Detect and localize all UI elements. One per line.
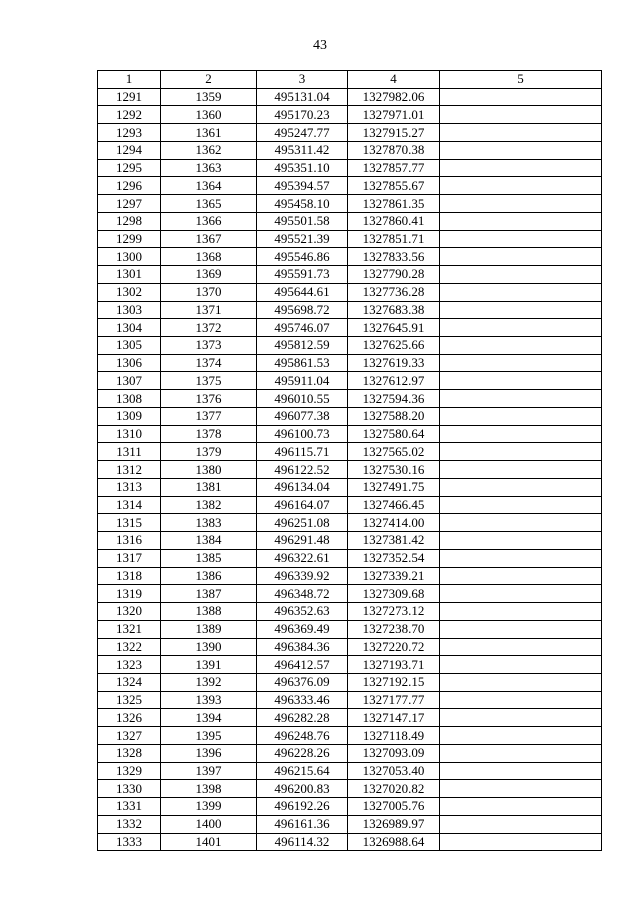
note-cell: [440, 833, 602, 851]
note-cell: [440, 372, 602, 390]
x-coordinate-cell: 495458.10: [257, 195, 348, 213]
x-coordinate-cell: 496122.52: [257, 461, 348, 479]
y-coordinate-cell: 1327625.66: [348, 337, 440, 355]
point-number-cell: 1368: [161, 248, 257, 266]
point-number-cell: 1381: [161, 478, 257, 496]
row-number-cell: 1315: [98, 514, 161, 532]
note-cell: [440, 496, 602, 514]
y-coordinate-cell: 1327565.02: [348, 443, 440, 461]
row-number-cell: 1297: [98, 195, 161, 213]
note-cell: [440, 106, 602, 124]
note-cell: [440, 425, 602, 443]
x-coordinate-cell: 496369.49: [257, 620, 348, 638]
row-number-cell: 1304: [98, 319, 161, 337]
note-cell: [440, 461, 602, 479]
row-number-cell: 1329: [98, 762, 161, 780]
table-row: [98, 212, 602, 230]
row-number-cell: 1300: [98, 248, 161, 266]
point-number-cell: 1398: [161, 780, 257, 798]
y-coordinate-cell: 1327177.77: [348, 691, 440, 709]
point-number-cell: 1393: [161, 691, 257, 709]
x-coordinate-cell: 496164.07: [257, 496, 348, 514]
row-number-cell: 1323: [98, 656, 161, 674]
table-body: [98, 88, 602, 851]
row-number-cell: 1291: [98, 88, 161, 106]
point-number-cell: 1389: [161, 620, 257, 638]
column-header-2: 2: [161, 71, 257, 89]
table-row: [98, 266, 602, 284]
note-cell: [440, 177, 602, 195]
table-row: [98, 88, 602, 106]
x-coordinate-cell: 495911.04: [257, 372, 348, 390]
point-number-cell: 1366: [161, 212, 257, 230]
point-number-cell: 1394: [161, 709, 257, 727]
x-coordinate-cell: 495501.58: [257, 212, 348, 230]
x-coordinate-cell: 495521.39: [257, 230, 348, 248]
note-cell: [440, 390, 602, 408]
page-number: 43: [313, 38, 327, 53]
x-coordinate-cell: 495812.59: [257, 337, 348, 355]
y-coordinate-cell: 1327833.56: [348, 248, 440, 266]
row-number-cell: 1312: [98, 461, 161, 479]
table-row: [98, 620, 602, 638]
y-coordinate-cell: 1327192.15: [348, 673, 440, 691]
note-cell: [440, 532, 602, 550]
point-number-cell: 1388: [161, 603, 257, 621]
row-number-cell: 1298: [98, 212, 161, 230]
note-cell: [440, 141, 602, 159]
point-number-cell: 1384: [161, 532, 257, 550]
point-number-cell: 1376: [161, 390, 257, 408]
point-number-cell: 1391: [161, 656, 257, 674]
point-number-cell: 1382: [161, 496, 257, 514]
y-coordinate-cell: 1327971.01: [348, 106, 440, 124]
table-row: [98, 798, 602, 816]
x-coordinate-cell: 495546.86: [257, 248, 348, 266]
row-number-cell: 1332: [98, 815, 161, 833]
table-row: [98, 461, 602, 479]
note-cell: [440, 798, 602, 816]
point-number-cell: 1373: [161, 337, 257, 355]
note-cell: [440, 780, 602, 798]
point-number-cell: 1369: [161, 266, 257, 284]
y-coordinate-cell: 1327870.38: [348, 141, 440, 159]
table-row: [98, 567, 602, 585]
note-cell: [440, 337, 602, 355]
note-cell: [440, 549, 602, 567]
table-row: [98, 283, 602, 301]
table-row: [98, 443, 602, 461]
row-number-cell: 1301: [98, 266, 161, 284]
x-coordinate-cell: 496352.63: [257, 603, 348, 621]
note-cell: [440, 620, 602, 638]
y-coordinate-cell: 1327736.28: [348, 283, 440, 301]
row-number-cell: 1302: [98, 283, 161, 301]
note-cell: [440, 567, 602, 585]
point-number-cell: 1401: [161, 833, 257, 851]
point-number-cell: 1370: [161, 283, 257, 301]
y-coordinate-cell: 1327273.12: [348, 603, 440, 621]
point-number-cell: 1380: [161, 461, 257, 479]
point-number-cell: 1362: [161, 141, 257, 159]
table-row: [98, 319, 602, 337]
x-coordinate-cell: 496010.55: [257, 390, 348, 408]
point-number-cell: 1383: [161, 514, 257, 532]
table-row: [98, 603, 602, 621]
x-coordinate-cell: 496192.26: [257, 798, 348, 816]
column-header-5: 5: [440, 71, 602, 89]
x-coordinate-cell: 495247.77: [257, 124, 348, 142]
y-coordinate-cell: 1326989.97: [348, 815, 440, 833]
note-cell: [440, 762, 602, 780]
y-coordinate-cell: 1327588.20: [348, 407, 440, 425]
x-coordinate-cell: 496215.64: [257, 762, 348, 780]
table-row: [98, 177, 602, 195]
table-row: [98, 390, 602, 408]
row-number-cell: 1293: [98, 124, 161, 142]
point-number-cell: 1364: [161, 177, 257, 195]
note-cell: [440, 691, 602, 709]
row-number-cell: 1324: [98, 673, 161, 691]
point-number-cell: 1385: [161, 549, 257, 567]
note-cell: [440, 212, 602, 230]
y-coordinate-cell: 1327580.64: [348, 425, 440, 443]
x-coordinate-cell: 496100.73: [257, 425, 348, 443]
x-coordinate-cell: 496228.26: [257, 744, 348, 762]
table-row: [98, 159, 602, 177]
table-row: [98, 230, 602, 248]
y-coordinate-cell: 1327594.36: [348, 390, 440, 408]
note-cell: [440, 815, 602, 833]
column-header-4: 4: [348, 71, 440, 89]
point-number-cell: 1399: [161, 798, 257, 816]
x-coordinate-cell: 496339.92: [257, 567, 348, 585]
x-coordinate-cell: 496376.09: [257, 673, 348, 691]
x-coordinate-cell: 495644.61: [257, 283, 348, 301]
x-coordinate-cell: 496248.76: [257, 727, 348, 745]
row-number-cell: 1326: [98, 709, 161, 727]
y-coordinate-cell: 1327491.75: [348, 478, 440, 496]
y-coordinate-cell: 1327857.77: [348, 159, 440, 177]
point-number-cell: 1359: [161, 88, 257, 106]
table-row: [98, 673, 602, 691]
table-row: [98, 744, 602, 762]
note-cell: [440, 283, 602, 301]
y-coordinate-cell: 1327860.41: [348, 212, 440, 230]
note-cell: [440, 354, 602, 372]
point-number-cell: 1400: [161, 815, 257, 833]
point-number-cell: 1397: [161, 762, 257, 780]
row-number-cell: 1319: [98, 585, 161, 603]
table-row: [98, 478, 602, 496]
row-number-cell: 1296: [98, 177, 161, 195]
note-cell: [440, 727, 602, 745]
row-number-cell: 1309: [98, 407, 161, 425]
y-coordinate-cell: 1327683.38: [348, 301, 440, 319]
row-number-cell: 1328: [98, 744, 161, 762]
row-number-cell: 1316: [98, 532, 161, 550]
note-cell: [440, 195, 602, 213]
point-number-cell: 1390: [161, 638, 257, 656]
point-number-cell: 1367: [161, 230, 257, 248]
table-row: [98, 195, 602, 213]
y-coordinate-cell: 1327118.49: [348, 727, 440, 745]
row-number-cell: 1320: [98, 603, 161, 621]
row-number-cell: 1307: [98, 372, 161, 390]
note-cell: [440, 673, 602, 691]
note-cell: [440, 88, 602, 106]
table-row: [98, 248, 602, 266]
note-cell: [440, 407, 602, 425]
note-cell: [440, 230, 602, 248]
y-coordinate-cell: 1327619.33: [348, 354, 440, 372]
note-cell: [440, 478, 602, 496]
point-number-cell: 1365: [161, 195, 257, 213]
point-number-cell: 1372: [161, 319, 257, 337]
table-row: [98, 762, 602, 780]
y-coordinate-cell: 1327093.09: [348, 744, 440, 762]
note-cell: [440, 319, 602, 337]
y-coordinate-cell: 1327790.28: [348, 266, 440, 284]
x-coordinate-cell: 496384.36: [257, 638, 348, 656]
point-number-cell: 1371: [161, 301, 257, 319]
column-header-1: 1: [98, 71, 161, 89]
x-coordinate-cell: 496077.38: [257, 407, 348, 425]
y-coordinate-cell: 1327339.21: [348, 567, 440, 585]
x-coordinate-cell: 496200.83: [257, 780, 348, 798]
point-number-cell: 1377: [161, 407, 257, 425]
y-coordinate-cell: 1327020.82: [348, 780, 440, 798]
x-coordinate-cell: 496134.04: [257, 478, 348, 496]
point-number-cell: 1379: [161, 443, 257, 461]
table-row: [98, 727, 602, 745]
point-number-cell: 1363: [161, 159, 257, 177]
header-row: [98, 71, 602, 89]
x-coordinate-cell: 495351.10: [257, 159, 348, 177]
table-header: [98, 71, 602, 89]
point-number-cell: 1361: [161, 124, 257, 142]
note-cell: [440, 248, 602, 266]
x-coordinate-cell: 496291.48: [257, 532, 348, 550]
row-number-cell: 1294: [98, 141, 161, 159]
point-number-cell: 1396: [161, 744, 257, 762]
table-row: [98, 780, 602, 798]
point-number-cell: 1392: [161, 673, 257, 691]
x-coordinate-cell: 496348.72: [257, 585, 348, 603]
note-cell: [440, 656, 602, 674]
row-number-cell: 1295: [98, 159, 161, 177]
table-row: [98, 106, 602, 124]
table-row: [98, 709, 602, 727]
x-coordinate-cell: 495131.04: [257, 88, 348, 106]
y-coordinate-cell: 1327005.76: [348, 798, 440, 816]
table-row: [98, 372, 602, 390]
row-number-cell: 1330: [98, 780, 161, 798]
table-row: [98, 638, 602, 656]
row-number-cell: 1308: [98, 390, 161, 408]
note-cell: [440, 709, 602, 727]
y-coordinate-cell: 1327381.42: [348, 532, 440, 550]
row-number-cell: 1318: [98, 567, 161, 585]
table-row: [98, 496, 602, 514]
table-row: [98, 833, 602, 851]
point-number-cell: 1375: [161, 372, 257, 390]
table-row: [98, 124, 602, 142]
y-coordinate-cell: 1327309.68: [348, 585, 440, 603]
y-coordinate-cell: 1326988.64: [348, 833, 440, 851]
y-coordinate-cell: 1327147.17: [348, 709, 440, 727]
y-coordinate-cell: 1327645.91: [348, 319, 440, 337]
table-row: [98, 354, 602, 372]
row-number-cell: 1292: [98, 106, 161, 124]
table-row: [98, 549, 602, 567]
row-number-cell: 1311: [98, 443, 161, 461]
note-cell: [440, 603, 602, 621]
table-row: [98, 407, 602, 425]
y-coordinate-cell: 1327915.27: [348, 124, 440, 142]
table-row: [98, 656, 602, 674]
row-number-cell: 1313: [98, 478, 161, 496]
column-header-3: 3: [257, 71, 348, 89]
note-cell: [440, 443, 602, 461]
note-cell: [440, 301, 602, 319]
x-coordinate-cell: 495746.07: [257, 319, 348, 337]
y-coordinate-cell: 1327530.16: [348, 461, 440, 479]
x-coordinate-cell: 495394.57: [257, 177, 348, 195]
point-number-cell: 1378: [161, 425, 257, 443]
y-coordinate-cell: 1327352.54: [348, 549, 440, 567]
x-coordinate-cell: 496251.08: [257, 514, 348, 532]
note-cell: [440, 124, 602, 142]
table-row: [98, 691, 602, 709]
table-row: [98, 514, 602, 532]
y-coordinate-cell: 1327982.06: [348, 88, 440, 106]
row-number-cell: 1331: [98, 798, 161, 816]
y-coordinate-cell: 1327851.71: [348, 230, 440, 248]
table-row: [98, 532, 602, 550]
y-coordinate-cell: 1327238.70: [348, 620, 440, 638]
x-coordinate-cell: 495170.23: [257, 106, 348, 124]
y-coordinate-cell: 1327466.45: [348, 496, 440, 514]
note-cell: [440, 514, 602, 532]
y-coordinate-cell: 1327053.40: [348, 762, 440, 780]
point-number-cell: 1395: [161, 727, 257, 745]
table-row: [98, 585, 602, 603]
coordinates-table: [97, 70, 602, 851]
table-row: [98, 141, 602, 159]
x-coordinate-cell: 495311.42: [257, 141, 348, 159]
y-coordinate-cell: 1327855.67: [348, 177, 440, 195]
row-number-cell: 1299: [98, 230, 161, 248]
y-coordinate-cell: 1327861.35: [348, 195, 440, 213]
x-coordinate-cell: 495861.53: [257, 354, 348, 372]
x-coordinate-cell: 496114.32: [257, 833, 348, 851]
row-number-cell: 1327: [98, 727, 161, 745]
point-number-cell: 1360: [161, 106, 257, 124]
row-number-cell: 1322: [98, 638, 161, 656]
x-coordinate-cell: 496412.57: [257, 656, 348, 674]
x-coordinate-cell: 496333.46: [257, 691, 348, 709]
table-row: [98, 301, 602, 319]
y-coordinate-cell: 1327414.00: [348, 514, 440, 532]
x-coordinate-cell: 495591.73: [257, 266, 348, 284]
row-number-cell: 1310: [98, 425, 161, 443]
x-coordinate-cell: 496161.36: [257, 815, 348, 833]
note-cell: [440, 744, 602, 762]
x-coordinate-cell: 495698.72: [257, 301, 348, 319]
row-number-cell: 1325: [98, 691, 161, 709]
x-coordinate-cell: 496282.28: [257, 709, 348, 727]
row-number-cell: 1306: [98, 354, 161, 372]
row-number-cell: 1321: [98, 620, 161, 638]
y-coordinate-cell: 1327612.97: [348, 372, 440, 390]
note-cell: [440, 266, 602, 284]
table-row: [98, 425, 602, 443]
y-coordinate-cell: 1327220.72: [348, 638, 440, 656]
row-number-cell: 1317: [98, 549, 161, 567]
table-row: [98, 337, 602, 355]
row-number-cell: 1303: [98, 301, 161, 319]
note-cell: [440, 159, 602, 177]
table-row: [98, 815, 602, 833]
point-number-cell: 1387: [161, 585, 257, 603]
note-cell: [440, 585, 602, 603]
row-number-cell: 1333: [98, 833, 161, 851]
x-coordinate-cell: 496322.61: [257, 549, 348, 567]
note-cell: [440, 638, 602, 656]
y-coordinate-cell: 1327193.71: [348, 656, 440, 674]
point-number-cell: 1374: [161, 354, 257, 372]
row-number-cell: 1305: [98, 337, 161, 355]
row-number-cell: 1314: [98, 496, 161, 514]
point-number-cell: 1386: [161, 567, 257, 585]
x-coordinate-cell: 496115.71: [257, 443, 348, 461]
